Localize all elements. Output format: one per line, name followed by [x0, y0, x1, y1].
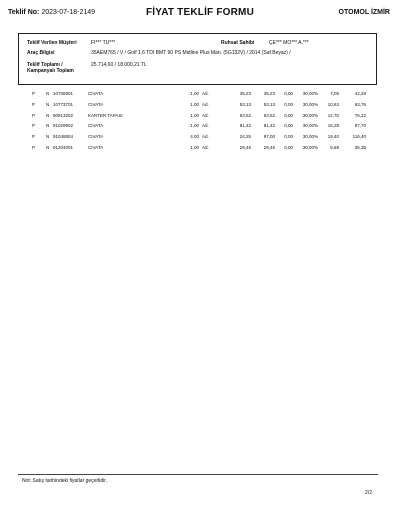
cell-vat: 30,00%: [302, 101, 318, 107]
vehicle-value: 35AEM765 / V / Golf 1.6 TDI BMT 90 PS Midline Plus Man. (5G132V) / 2014 (Saf Beyaz) /: [91, 50, 291, 56]
cell-gross: 42,28: [354, 91, 366, 96]
cell-code: 91029902: [53, 123, 74, 129]
customer-value: FI*** TU***: [91, 40, 116, 46]
cell-code: 91204001: [53, 145, 74, 150]
footer-note: Not: Satış tarihindeki fiyatlar geçerlidir.: [22, 478, 108, 484]
cell-type: P: [32, 145, 36, 150]
cell-qty: 4,00: [190, 134, 199, 140]
offer-number-label: Teklif No:: [8, 9, 40, 16]
cell-unit: Ad.: [202, 91, 209, 96]
footer-divider: [18, 474, 378, 475]
cell-total: 35,23: [263, 91, 275, 96]
cell-disc: 0,00: [284, 145, 293, 150]
cell-code: 10773701: [53, 101, 74, 107]
cell-type: P: [32, 101, 36, 107]
cell-total: 97,00: [263, 134, 275, 140]
cell-total: 81,42: [263, 123, 275, 129]
cell-unit: Ad.: [202, 134, 209, 140]
document-header: [8, 7, 392, 21]
cell-n: N: [46, 134, 50, 140]
table-row: [18, 144, 378, 152]
cell-n: N: [46, 101, 50, 107]
cell-gross: 116,40: [352, 134, 366, 140]
cell-price: 35,23: [239, 91, 251, 96]
cell-n: N: [46, 145, 50, 150]
cell-n: N: [46, 91, 50, 96]
cell-desc: CIVATA: [88, 123, 104, 129]
cell-gross: 97,70: [354, 123, 366, 129]
cell-vat-amount: 10,63: [327, 101, 339, 107]
cell-qty: 1,00: [190, 123, 199, 129]
cell-desc: CIVATA: [88, 134, 104, 140]
cell-unit: Ad.: [202, 145, 209, 150]
table-row: [18, 112, 378, 120]
cell-vat: 30,00%: [302, 134, 318, 140]
cell-code: 10706901: [53, 91, 74, 96]
cell-disc: 0,00: [284, 134, 293, 140]
cell-code: 90813202: [53, 112, 74, 118]
cell-vat: 30,00%: [302, 91, 318, 96]
vehicle-label: Araç Bilgisi: [27, 50, 55, 56]
total-label-line-2: Kampanyalı Toplam: [27, 68, 74, 74]
cell-code: 91048804: [53, 134, 74, 140]
cell-total: 63,52: [263, 112, 275, 118]
cell-desc: CIVATA: [88, 101, 104, 107]
cell-disc: 0,00: [284, 123, 293, 129]
cell-vat: 30,00%: [302, 112, 318, 118]
cell-vat-amount: 19,40: [327, 134, 339, 140]
cell-disc: 0,00: [284, 91, 293, 96]
cell-disc: 0,00: [284, 101, 293, 107]
cell-vat-amount: 16,28: [327, 123, 339, 129]
cell-qty: 1,00: [190, 101, 199, 107]
cell-total: 29,46: [263, 145, 275, 150]
owner-label: Ruhsat Sahibi: [221, 40, 255, 46]
cell-vat: 30,00%: [302, 123, 318, 129]
cell-type: P: [32, 91, 36, 96]
cell-type: P: [32, 123, 36, 129]
document-title: FİYAT TEKLİF FORMU: [145, 7, 255, 18]
cell-vat: 30,00%: [302, 145, 318, 150]
cell-price: 29,46: [239, 145, 251, 150]
offer-number-value: 2023-07-18-2149: [41, 9, 96, 16]
cell-price: 63,52: [239, 112, 251, 118]
cell-desc: CIVATA: [88, 91, 104, 96]
cell-price: 24,25: [239, 134, 251, 140]
cell-qty: 1,00: [190, 91, 199, 96]
cell-unit: Ad.: [202, 123, 209, 129]
cell-type: P: [32, 134, 36, 140]
info-box: [18, 33, 377, 85]
cell-price: 81,42: [239, 123, 251, 129]
cell-vat-amount: 5,89: [330, 145, 339, 150]
cell-total: 53,13: [263, 101, 275, 107]
cell-desc: KARTER TAPASI: [88, 112, 123, 118]
cell-unit: Ad.: [202, 101, 209, 107]
cell-unit: Ad.: [202, 112, 209, 118]
cell-type: P: [32, 112, 36, 118]
owner-value: ÇE*** MO*** A.***: [269, 40, 309, 46]
cell-n: N: [46, 123, 50, 129]
cell-vat-amount: 12,70: [327, 112, 339, 118]
cell-vat-amount: 7,05: [330, 91, 339, 96]
cell-disc: 0,00: [284, 112, 293, 118]
cell-gross: 63,76: [354, 101, 366, 107]
cell-desc: CIVATA: [88, 145, 104, 150]
table-row: [18, 90, 378, 98]
cell-gross: 76,22: [354, 112, 366, 118]
customer-label: Teklif Verilen Müşteri: [27, 40, 77, 46]
cell-qty: 1,00: [190, 145, 199, 150]
cell-price: 53,13: [239, 101, 251, 107]
cell-n: N: [46, 112, 50, 118]
table-row: [18, 122, 378, 130]
table-row: [18, 101, 378, 109]
company-name: OTOMOL İZMİR: [338, 9, 390, 16]
cell-gross: 35,35: [354, 145, 366, 150]
table-row: [18, 133, 378, 141]
total-label-line-1: Teklif Toplamı /: [27, 62, 63, 68]
total-value: 25.714,60 / 18.000,21 TL: [91, 62, 147, 68]
cell-qty: 1,00: [190, 112, 199, 118]
page-number: 2/2: [365, 490, 372, 496]
